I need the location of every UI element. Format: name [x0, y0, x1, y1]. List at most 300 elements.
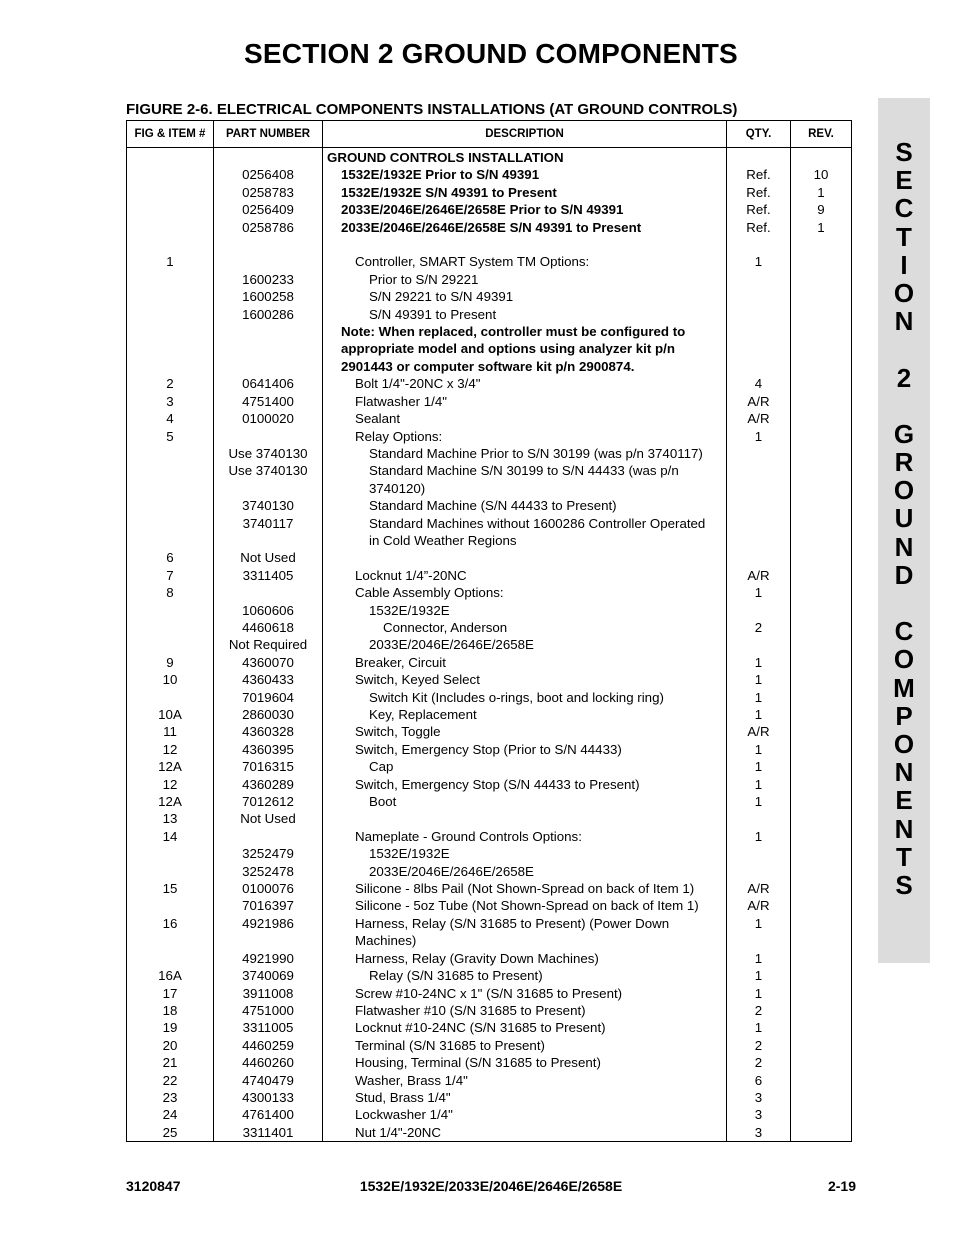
- section-side-tab: [878, 98, 930, 963]
- description-cell: [323, 323, 727, 340]
- table-row: [127, 410, 852, 427]
- fig-item-cell: 12A: [127, 758, 214, 775]
- rev-cell: [791, 306, 852, 323]
- description-text: Harness, Relay (S/N 31685 to Present) (Power Down: [355, 915, 670, 931]
- description-cell: [323, 480, 727, 497]
- qty-cell: Ref.: [727, 201, 791, 218]
- description-text: 3740120): [369, 480, 426, 496]
- qty-cell: [727, 462, 791, 479]
- part-number-cell: [214, 828, 323, 845]
- fig-item-cell: [127, 166, 214, 183]
- description-text: 1532E/1932E: [369, 846, 450, 862]
- qty-cell: 2: [727, 1037, 791, 1054]
- part-number-cell: 1060606: [214, 602, 323, 619]
- rev-cell: [791, 515, 852, 532]
- rev-cell: [791, 619, 852, 636]
- rev-cell: [791, 671, 852, 688]
- fig-item-cell: 10A: [127, 706, 214, 723]
- table-row: [127, 166, 852, 183]
- part-number-cell: 3311005: [214, 1019, 323, 1036]
- qty-cell: 1: [727, 985, 791, 1002]
- table-row: [127, 619, 852, 636]
- fig-item-cell: [127, 636, 214, 653]
- table-row: [127, 1019, 852, 1036]
- part-number-cell: [214, 584, 323, 601]
- part-number-cell: 4740479: [214, 1072, 323, 1089]
- table-row: [127, 845, 852, 862]
- qty-cell: 2: [727, 1054, 791, 1071]
- fig-item-cell: [127, 323, 214, 340]
- description-text: Breaker, Circuit: [355, 654, 446, 670]
- qty-cell: 1: [727, 689, 791, 706]
- qty-cell: [727, 358, 791, 375]
- qty-cell: 1: [727, 950, 791, 967]
- qty-cell: [727, 445, 791, 462]
- fig-item-cell: [127, 184, 214, 201]
- qty-cell: 3: [727, 1124, 791, 1142]
- qty-cell: 2: [727, 1002, 791, 1019]
- rev-cell: [791, 1072, 852, 1089]
- rev-cell: [791, 810, 852, 827]
- part-number-cell: 0258786: [214, 219, 323, 236]
- fig-item-cell: 16: [127, 915, 214, 932]
- rev-cell: [791, 1089, 852, 1106]
- qty-cell: 1: [727, 584, 791, 601]
- qty-cell: Ref.: [727, 219, 791, 236]
- description-text: Bolt 1/4"-20NC x 3/4": [355, 376, 481, 392]
- fig-item-cell: [127, 515, 214, 532]
- part-number-cell: [214, 532, 323, 549]
- qty-cell: 2: [727, 619, 791, 636]
- table-row: [127, 148, 852, 167]
- qty-cell: [727, 271, 791, 288]
- table-row: [127, 323, 852, 340]
- fig-item-cell: 9: [127, 654, 214, 671]
- table-row: [127, 880, 852, 897]
- description-cell: [323, 567, 727, 584]
- rev-cell: [791, 323, 852, 340]
- description-text: Flatwasher 1/4": [355, 393, 447, 409]
- fig-item-cell: 22: [127, 1072, 214, 1089]
- table-row: [127, 985, 852, 1002]
- description-text: Standard Machines without 1600286 Controller Operated: [369, 515, 706, 531]
- table-row: [127, 306, 852, 323]
- part-number-cell: 3311401: [214, 1124, 323, 1142]
- fig-item-cell: [127, 306, 214, 323]
- description-text: Boot: [369, 794, 397, 810]
- fig-item-cell: 3: [127, 393, 214, 410]
- rev-cell: [791, 375, 852, 392]
- part-number-cell: 3252479: [214, 845, 323, 862]
- part-number-cell: [214, 480, 323, 497]
- description-text: 1532E/1932E: [369, 602, 450, 618]
- description-cell: [323, 967, 727, 984]
- description-cell: [323, 428, 727, 445]
- table-row: [127, 863, 852, 880]
- table-row: [127, 1037, 852, 1054]
- description-cell: [323, 897, 727, 914]
- side-tab-letter: [878, 392, 930, 420]
- description-text: 1532E/1932E Prior to S/N 49391: [341, 167, 540, 183]
- qty-cell: 1: [727, 741, 791, 758]
- rev-cell: [791, 393, 852, 410]
- part-number-cell: [214, 236, 323, 253]
- part-number-cell: 4460618: [214, 619, 323, 636]
- description-cell: [323, 671, 727, 688]
- part-number-cell: [214, 323, 323, 340]
- table-row: [127, 1106, 852, 1123]
- description-cell: [323, 462, 727, 479]
- side-tab-letter: O: [893, 644, 915, 675]
- fig-item-cell: 19: [127, 1019, 214, 1036]
- description-cell: [323, 184, 727, 201]
- side-tab-letter: [878, 335, 930, 363]
- table-row: [127, 1089, 852, 1106]
- fig-item-cell: 20: [127, 1037, 214, 1054]
- description-cell: [323, 758, 727, 775]
- qty-cell: 1: [727, 706, 791, 723]
- table-row: [127, 375, 852, 392]
- description-cell: [323, 445, 727, 462]
- part-number-cell: 4921986: [214, 915, 323, 932]
- part-number-cell: Not Used: [214, 810, 323, 827]
- part-number-cell: 4921990: [214, 950, 323, 967]
- table-row: [127, 932, 852, 949]
- fig-item-cell: [127, 288, 214, 305]
- part-number-cell: 2860030: [214, 706, 323, 723]
- description-cell: [323, 515, 727, 532]
- table-row: [127, 428, 852, 445]
- fig-item-cell: 21: [127, 1054, 214, 1071]
- rev-cell: [791, 863, 852, 880]
- table-row: [127, 462, 852, 479]
- table-row: [127, 567, 852, 584]
- section-title: SECTION 2 GROUND COMPONENTS: [244, 38, 738, 69]
- rev-cell: [791, 462, 852, 479]
- description-cell: [323, 148, 727, 167]
- description-cell: [323, 1106, 727, 1123]
- table-row: [127, 340, 852, 357]
- table-row: [127, 776, 852, 793]
- side-tab-letter: M: [893, 672, 915, 703]
- rev-cell: [791, 723, 852, 740]
- qty-cell: 1: [727, 758, 791, 775]
- description-cell: [323, 636, 727, 653]
- rev-cell: [791, 497, 852, 514]
- table-row: [127, 236, 852, 253]
- description-cell: [323, 880, 727, 897]
- fig-item-cell: 7: [127, 567, 214, 584]
- table-row: [127, 741, 852, 758]
- part-number-cell: 7016397: [214, 897, 323, 914]
- rev-cell: [791, 340, 852, 357]
- description-text: GROUND CONTROLS INSTALLATION: [327, 150, 564, 165]
- table-row: [127, 897, 852, 914]
- description-text: Controller, SMART System TM Options:: [355, 254, 590, 270]
- part-number-cell: 4751000: [214, 1002, 323, 1019]
- description-cell: [323, 219, 727, 236]
- part-number-cell: 1600286: [214, 306, 323, 323]
- qty-cell: [727, 340, 791, 357]
- fig-item-cell: 12A: [127, 793, 214, 810]
- table-row: [127, 584, 852, 601]
- qty-cell: [727, 323, 791, 340]
- figure-title: FIGURE 2-6. ELECTRICAL COMPONENTS INSTALLATIONS (AT GROUND CONTROLS): [126, 101, 738, 118]
- side-tab-letter: C: [894, 193, 914, 224]
- table-row: [127, 549, 852, 566]
- part-number-cell: [214, 932, 323, 949]
- qty-cell: Ref.: [727, 184, 791, 201]
- footer-doc-number: 3120847: [126, 1178, 181, 1194]
- part-number-cell: 0258783: [214, 184, 323, 201]
- part-number-cell: 0100020: [214, 410, 323, 427]
- part-number-cell: [214, 253, 323, 270]
- qty-cell: [727, 148, 791, 167]
- qty-cell: [727, 515, 791, 532]
- side-tab-letter: N: [894, 757, 914, 788]
- rev-cell: [791, 706, 852, 723]
- table-row: [127, 271, 852, 288]
- qty-cell: 6: [727, 1072, 791, 1089]
- part-number-cell: Use 3740130: [214, 462, 323, 479]
- qty-cell: 1: [727, 793, 791, 810]
- qty-cell: 1: [727, 671, 791, 688]
- qty-cell: [727, 497, 791, 514]
- description-text: Switch Kit (Includes o-rings, boot and locking ring): [369, 689, 664, 705]
- description-text: Silicone - 5oz Tube (Not Shown-Spread on back of Item 1): [355, 898, 699, 914]
- fig-item-cell: [127, 236, 214, 253]
- fig-item-cell: 14: [127, 828, 214, 845]
- description-cell: [323, 845, 727, 862]
- rev-cell: [791, 758, 852, 775]
- description-text: Relay Options:: [355, 428, 443, 444]
- part-number-cell: Not Required: [214, 636, 323, 653]
- note-text: Note: When replaced, controller must be configured to: [341, 324, 686, 340]
- description-text: Lockwasher 1/4": [355, 1107, 453, 1123]
- part-number-cell: 7016315: [214, 758, 323, 775]
- table-row: [127, 810, 852, 827]
- rev-cell: [791, 950, 852, 967]
- description-text: 2033E/2046E/2646E/2658E: [369, 863, 534, 879]
- description-cell: [323, 619, 727, 636]
- part-number-cell: 3740117: [214, 515, 323, 532]
- fig-item-cell: 18: [127, 1002, 214, 1019]
- description-text: Flatwasher #10 (S/N 31685 to Present): [355, 1002, 586, 1018]
- rev-cell: [791, 1054, 852, 1071]
- parts-table-body: [127, 148, 852, 1142]
- rev-cell: [791, 271, 852, 288]
- qty-cell: A/R: [727, 567, 791, 584]
- rev-cell: [791, 1037, 852, 1054]
- rev-cell: [791, 741, 852, 758]
- part-number-cell: 4360070: [214, 654, 323, 671]
- part-number-cell: 4751400: [214, 393, 323, 410]
- description-cell: [323, 532, 727, 549]
- qty-cell: 4: [727, 375, 791, 392]
- header-description: DESCRIPTION: [323, 121, 727, 148]
- qty-cell: [727, 532, 791, 549]
- fig-item-cell: 12: [127, 741, 214, 758]
- description-text: S/N 29221 to S/N 49391: [369, 289, 514, 305]
- description-cell: [323, 985, 727, 1002]
- description-cell: [323, 689, 727, 706]
- fig-item-cell: 15: [127, 880, 214, 897]
- description-cell: [323, 1089, 727, 1106]
- part-number-cell: 4460259: [214, 1037, 323, 1054]
- description-cell: [323, 1054, 727, 1071]
- description-cell: [323, 1002, 727, 1019]
- side-tab-letter: I: [900, 249, 908, 280]
- rev-cell: [791, 932, 852, 949]
- fig-item-cell: [127, 340, 214, 357]
- table-row: [127, 253, 852, 270]
- fig-item-cell: [127, 271, 214, 288]
- description-cell: [323, 706, 727, 723]
- description-text: S/N 49391 to Present: [369, 306, 497, 322]
- description-cell: [323, 863, 727, 880]
- description-cell: [323, 950, 727, 967]
- description-text: Cap: [369, 759, 394, 775]
- description-text: Standard Machine Prior to S/N 30199 (was p/n 3740117): [369, 445, 703, 461]
- qty-cell: [727, 288, 791, 305]
- part-number-cell: 0641406: [214, 375, 323, 392]
- description-text: Switch, Emergency Stop (S/N 44433 to Present): [355, 776, 640, 792]
- qty-cell: 3: [727, 1089, 791, 1106]
- table-row: [127, 828, 852, 845]
- part-number-cell: 4360433: [214, 671, 323, 688]
- part-number-cell: [214, 340, 323, 357]
- description-text: in Cold Weather Regions: [369, 532, 517, 548]
- fig-item-cell: [127, 445, 214, 462]
- description-cell: [323, 602, 727, 619]
- description-text: Key, Replacement: [369, 707, 477, 722]
- table-row: [127, 184, 852, 201]
- header-fig-item: FIG & ITEM #: [127, 121, 214, 148]
- fig-item-cell: 16A: [127, 967, 214, 984]
- description-cell: [323, 1124, 727, 1142]
- description-text: 2033E/2046E/2646E/2658E Prior to S/N 49391: [341, 202, 624, 218]
- rev-cell: [791, 828, 852, 845]
- rev-cell: [791, 428, 852, 445]
- part-number-cell: 1600233: [214, 271, 323, 288]
- side-tab-letter: E: [895, 785, 913, 816]
- part-number-cell: [214, 428, 323, 445]
- fig-item-cell: [127, 201, 214, 218]
- part-number-cell: 3311405: [214, 567, 323, 584]
- description-cell: [323, 828, 727, 845]
- description-text: Prior to S/N 29221: [369, 271, 479, 287]
- table-row: [127, 793, 852, 810]
- description-cell: [323, 1072, 727, 1089]
- description-cell: [323, 306, 727, 323]
- fig-item-cell: 17: [127, 985, 214, 1002]
- part-number-cell: 4460260: [214, 1054, 323, 1071]
- description-text: Switch, Toggle: [355, 724, 441, 740]
- rev-cell: [791, 1124, 852, 1142]
- fig-item-cell: [127, 602, 214, 619]
- fig-item-cell: [127, 950, 214, 967]
- rev-cell: [791, 793, 852, 810]
- rev-cell: [791, 236, 852, 253]
- rev-cell: [791, 915, 852, 932]
- table-row: [127, 1054, 852, 1071]
- table-row: [127, 636, 852, 653]
- fig-item-cell: 24: [127, 1106, 214, 1123]
- note-text: 2901443 or computer software kit p/n 2900874.: [341, 358, 635, 374]
- qty-cell: 1: [727, 654, 791, 671]
- qty-cell: [727, 480, 791, 497]
- footer-page-number: 2-19: [827, 1178, 856, 1194]
- description-cell: [323, 654, 727, 671]
- side-tab-letters: [878, 138, 930, 899]
- fig-item-cell: 10: [127, 671, 214, 688]
- rev-cell: 9: [791, 201, 852, 218]
- table-row: [127, 967, 852, 984]
- rev-cell: [791, 1019, 852, 1036]
- qty-cell: 3: [727, 1106, 791, 1123]
- qty-cell: A/R: [727, 897, 791, 914]
- part-number-cell: 3740130: [214, 497, 323, 514]
- side-tab-letter: S: [895, 137, 913, 167]
- table-row: [127, 480, 852, 497]
- description-text: 2033E/2046E/2646E/2658E: [369, 637, 534, 653]
- qty-cell: A/R: [727, 410, 791, 427]
- description-cell: [323, 793, 727, 810]
- description-text: Sealant: [355, 411, 401, 427]
- qty-cell: 1: [727, 428, 791, 445]
- table-row: [127, 758, 852, 775]
- fig-item-cell: [127, 932, 214, 949]
- fig-item-cell: 11: [127, 723, 214, 740]
- description-cell: [323, 810, 727, 827]
- description-cell: [323, 932, 727, 949]
- description-text: Locknut #10-24NC (S/N 31685 to Present): [355, 1020, 606, 1036]
- side-tab-letter: U: [894, 503, 914, 534]
- side-tab-letter: [878, 589, 930, 617]
- qty-cell: A/R: [727, 723, 791, 740]
- description-cell: [323, 549, 727, 566]
- description-cell: [323, 915, 727, 932]
- qty-cell: [727, 932, 791, 949]
- rev-cell: [791, 567, 852, 584]
- fig-item-cell: [127, 689, 214, 706]
- description-text: Stud, Brass 1/4": [355, 1089, 451, 1105]
- table-row: [127, 393, 852, 410]
- table-row: [127, 950, 852, 967]
- fig-item-cell: [127, 480, 214, 497]
- description-text: Nut 1/4"-20NC: [355, 1124, 442, 1140]
- fig-item-cell: 25: [127, 1124, 214, 1142]
- rev-cell: [791, 358, 852, 375]
- side-tab-letter: R: [894, 447, 914, 478]
- table-row: [127, 515, 852, 532]
- rev-cell: [791, 410, 852, 427]
- rev-cell: [791, 480, 852, 497]
- part-number-cell: 3252478: [214, 863, 323, 880]
- part-number-cell: Use 3740130: [214, 445, 323, 462]
- qty-cell: [727, 306, 791, 323]
- part-number-cell: 0100076: [214, 880, 323, 897]
- side-tab-letter: P: [895, 700, 913, 731]
- description-cell: [323, 375, 727, 392]
- table-header-row: [127, 121, 852, 148]
- side-tab-letter: O: [893, 277, 915, 308]
- side-tab-letter: O: [893, 728, 915, 759]
- part-number-cell: 4360395: [214, 741, 323, 758]
- fig-item-cell: 12: [127, 776, 214, 793]
- description-cell: [323, 776, 727, 793]
- table-row: [127, 706, 852, 723]
